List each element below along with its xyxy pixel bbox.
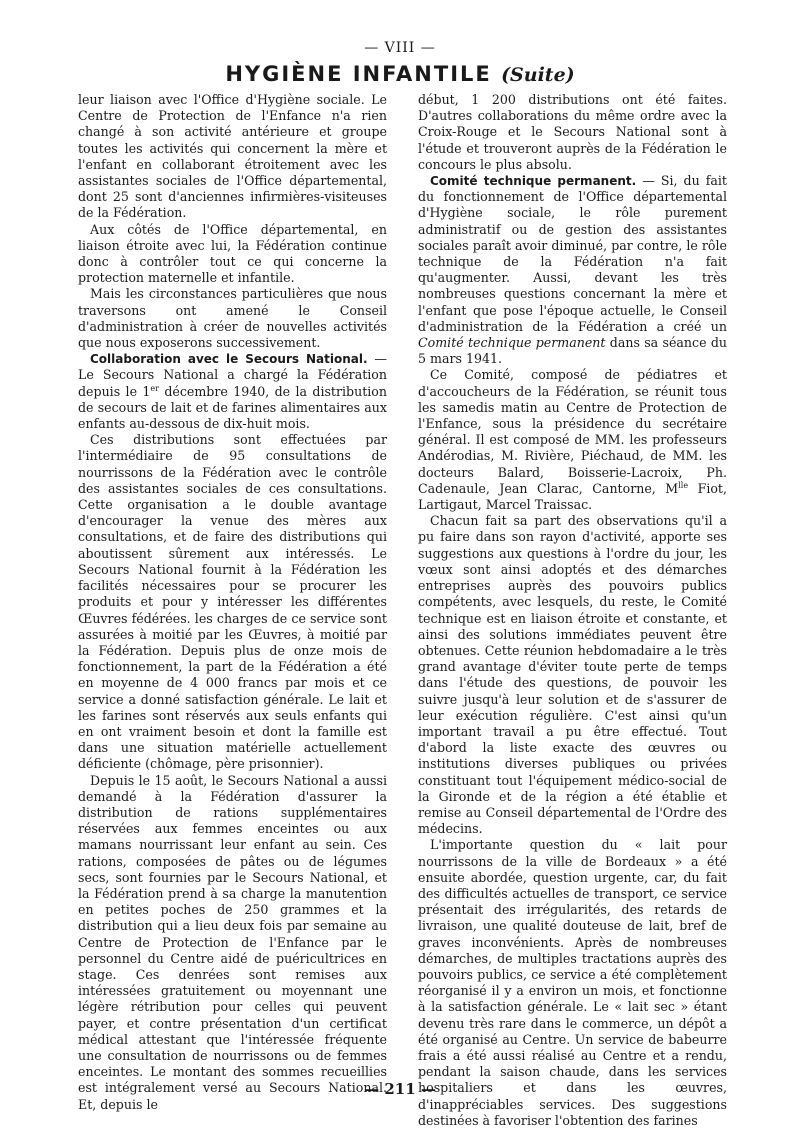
title-suite: (Suite) bbox=[501, 64, 575, 86]
paragraph: Mais les circonstances particulières que nous traversons ont amené le Conseil d'administration à créer de nouvelles activités que nous exposerons successivement. bbox=[78, 286, 387, 351]
page-title bbox=[0, 62, 800, 86]
paragraph-text: — Le Secours National a chargé la Fédération depuis le 1 bbox=[78, 351, 387, 399]
paragraph: L'importante question du « lait pour nourrissons de la ville de Bordeaux » a été ensuite abordée, question urgente, car, du fait des difficultés actuelles de transport, ce service présentait des irrégularités, des retards de livraison, une qualité douteuse de lait, bref de graves inconvénients. Après de nombreuses démarches, de multiples tractations auprès des pouvoirs publics, ce service a été complètement réorganisé il y a environ un mois, et fonctionne à la satisfaction générale. Le « lait sec » étant devenu très rare dans le commerce, un dépôt a été organisé au Centre. Un service de babeurre frais a été aussi réalisé au Centre et a rendu, pendant la saison chaude, dans les services hospitaliers et dans les œuvres, d'inappréciables services. Des suggestions destinées à favoriser l'obtention des farines bbox=[418, 837, 727, 1128]
title-text: HYGIÈNE INFANTILE bbox=[225, 62, 492, 86]
section-heading: Comité technique permanent. bbox=[430, 174, 637, 189]
paragraph bbox=[78, 351, 387, 432]
paragraph: Aux côtés de l'Office départemental, en liaison étroite avec lui, la Fédération continue donc à contrôler tout ce qui concerne la protection maternelle et infantile. bbox=[78, 221, 387, 286]
paragraph bbox=[418, 173, 727, 367]
paragraph: Depuis le 15 août, le Secours National a aussi demandé à la Fédération d'assurer la distribution de rations supplémentaires réservées aux femmes enceintes ou aux mamans nourrissant leur enfant au sein. Ces rations, composées de pâtes ou de légumes secs, sont fournies par le Secours National, et la Fédération prend à sa charge la manutention en petites poches de 250 grammes et la distribution qui a lieu deux fois par semaine au Centre de Protection de l'Enfance par le personnel du Centre aidé de puéricultrices en stage. Ces denrées sont remises aux intéressées gratuitement ou moyennant une légère rétribution pour celles qui peuvent payer, et contre présentation d'un certificat médical attestant que l'intéressée fréquente une consultation de nourrissons ou de femmes enceintes. Le montant des sommes recueillies est intégralement versé au Secours National. Et, depuis le bbox=[78, 772, 387, 1112]
right-column bbox=[418, 92, 727, 1129]
superscript: lle bbox=[678, 480, 689, 490]
paragraph-text: décembre 1940, de la distribution de secours de lait et de farines alimentaires aux enfants au-dessous de dix-huit mois. bbox=[78, 383, 387, 432]
paragraph: début, 1 200 distributions ont été faites. D'autres collaborations du même ordre avec la Croix-Rouge et le Secours National sont à l'étude et trouveront auprès de la Fédération le concours le plus absolu. bbox=[418, 92, 727, 172]
paragraph-text: dans sa séance du 5 mars 1941. bbox=[418, 335, 727, 367]
section-heading: Collaboration avec le Secours National. bbox=[90, 352, 368, 367]
paragraph: leur liaison avec l'Office d'Hygiène sociale. Le Centre de Protection de l'Enfance n'a rien changé à son activité antérieure et groupe toutes les activités qui concernent la mère et l'enfant en collaborant étroitement avec les assistantes sociales de l'Office départemental, dont 25 sont d'anciennes infirmières-visiteuses de la Fédération. bbox=[78, 92, 387, 221]
paragraph bbox=[418, 367, 727, 513]
running-page-number: — VIII — bbox=[364, 40, 436, 56]
paragraph: Ces distributions sont effectuées par l'intermédiaire de 95 consultations de nourrissons de la Fédération avec le contrôle des assistantes sociales de ces consultations. Cette organisation a le double avantage d'encourager la venue des mères aux consultations, et de faire des distributions qui aboutissent sûrement aux intéressés. Le Secours National fournit à la Fédération les facilités nécessaires pour se procurer les produits et pour y intéresser les différentes Œuvres fédérées. les charges de ce service sont assurées à moitié par les Œuvres, à moitié par la Fédération. Depuis plus de onze mois de fonctionnement, la part de la Fédération a été en moyenne de 4 000 francs par mois et ce service a donné satisfaction générale. Le lait et les farines sont réservés aux seuls enfants qui en ont vraiment besoin et dont la famille est dans une situation matérielle actuellement déficiente (chômage, père prisonnier). bbox=[78, 432, 387, 772]
paragraph-text: — Si, du fait du fonctionnement de l'Office départemental d'Hygiène sociale, le rôle purement administratif ou de gestion des assistantes sociales paraît avoir diminué, par contre, le rôle technique de la Fédération n'a fait qu'augmenter. Aussi, devant les très nombreuses questions concernant la mère et l'enfant que pose l'époque actuelle, le Conseil d'administration de la Fédération a créé un bbox=[418, 173, 727, 334]
left-column bbox=[78, 92, 387, 1113]
italic-text: Comité technique permanent bbox=[418, 335, 606, 351]
paragraph: Chacun fait sa part des observations qu'il a pu faire dans son rayon d'activité, apporte ses suggestions aux questions à l'ordre du jour, les vœux sont ainsi adoptés et des démarches entreprises auprès des pouvoirs publics compétents, avec lesquels, du reste, le Comité technique est en liaison étroite et constante, et ainsi des solutions immédiates peuvent être obtenues. Cette réunion hebdomadaire a le très grand avantage d'éviter toute perte de temps dans l'étude des questions, de pouvoir les suivre jusqu'à leur solution et de s'assurer de leur exécution régulière. C'est ainsi qu'un important travail a pu être effectué. Tout d'abord la liste exacte des œuvres ou institutions diverses publiques ou privées constituant tout l'équipement médico-social de la Gironde et de la région a été établie et remise au Conseil départemental de l'Ordre des médecins. bbox=[418, 513, 727, 837]
paragraph-text: Ce Comité, composé de pédiatres et d'accoucheurs de la Fédération, se réunit tous les samedis matin au Centre de Protection de l'Enfance, sous la présidence du secrétaire général. Il est composé de MM. les professeurs Andérodias, M. Rivière, Piéchaud, de MM. les docteurs Balard, Boisserie-Lacroix, Ph. Cadenaule, Jean Clarac, Cantorne, M bbox=[418, 367, 727, 496]
paragraph-text: Fiot, Lartigaut, Marcel Traissac. bbox=[418, 480, 727, 513]
superscript: er bbox=[150, 383, 159, 393]
page-number: — 211 — bbox=[364, 1080, 436, 1098]
